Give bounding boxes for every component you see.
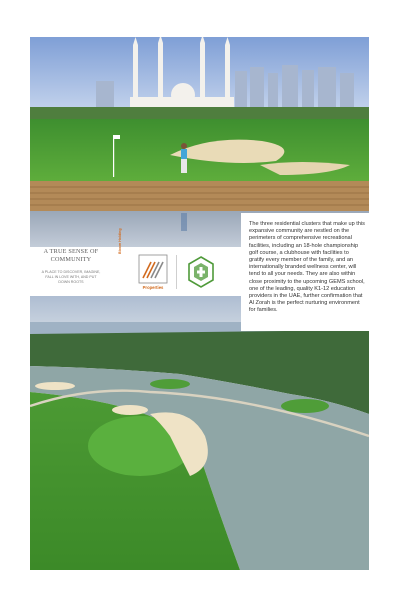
aerial-golf-course-photo — [30, 296, 369, 570]
community-tagline: A PLACE TO DISCOVER, IMAGINE, FALL IN LOVE WITH, AND PUT DOWN ROOTS — [41, 270, 101, 284]
description-text: The three residential clusters that make up this expansive community are nestled on the perimeters of comprehensive recreational facilities, including an 18-hole championship golf course, a clubhouse with facilities to gratify every member of the family, and an internationally branded wellness center, will tend to all your needs. They are also within close proximity to the upcoming GEMS school, one of the leading, quality K1-12 education providers in the UAE, further confirmation that Al Zorah is the perfect nurturing environment for families. — [249, 221, 365, 314]
community-title: A TRUE SENSE OF COMMUNITY — [43, 248, 99, 263]
divider — [176, 255, 177, 289]
al-zorah-emblem-icon — [186, 256, 216, 288]
brand-name: Properties — [142, 285, 164, 290]
bloom-properties-logo — [138, 254, 168, 288]
brand-vertical-text: Bloom Holding — [118, 228, 122, 254]
